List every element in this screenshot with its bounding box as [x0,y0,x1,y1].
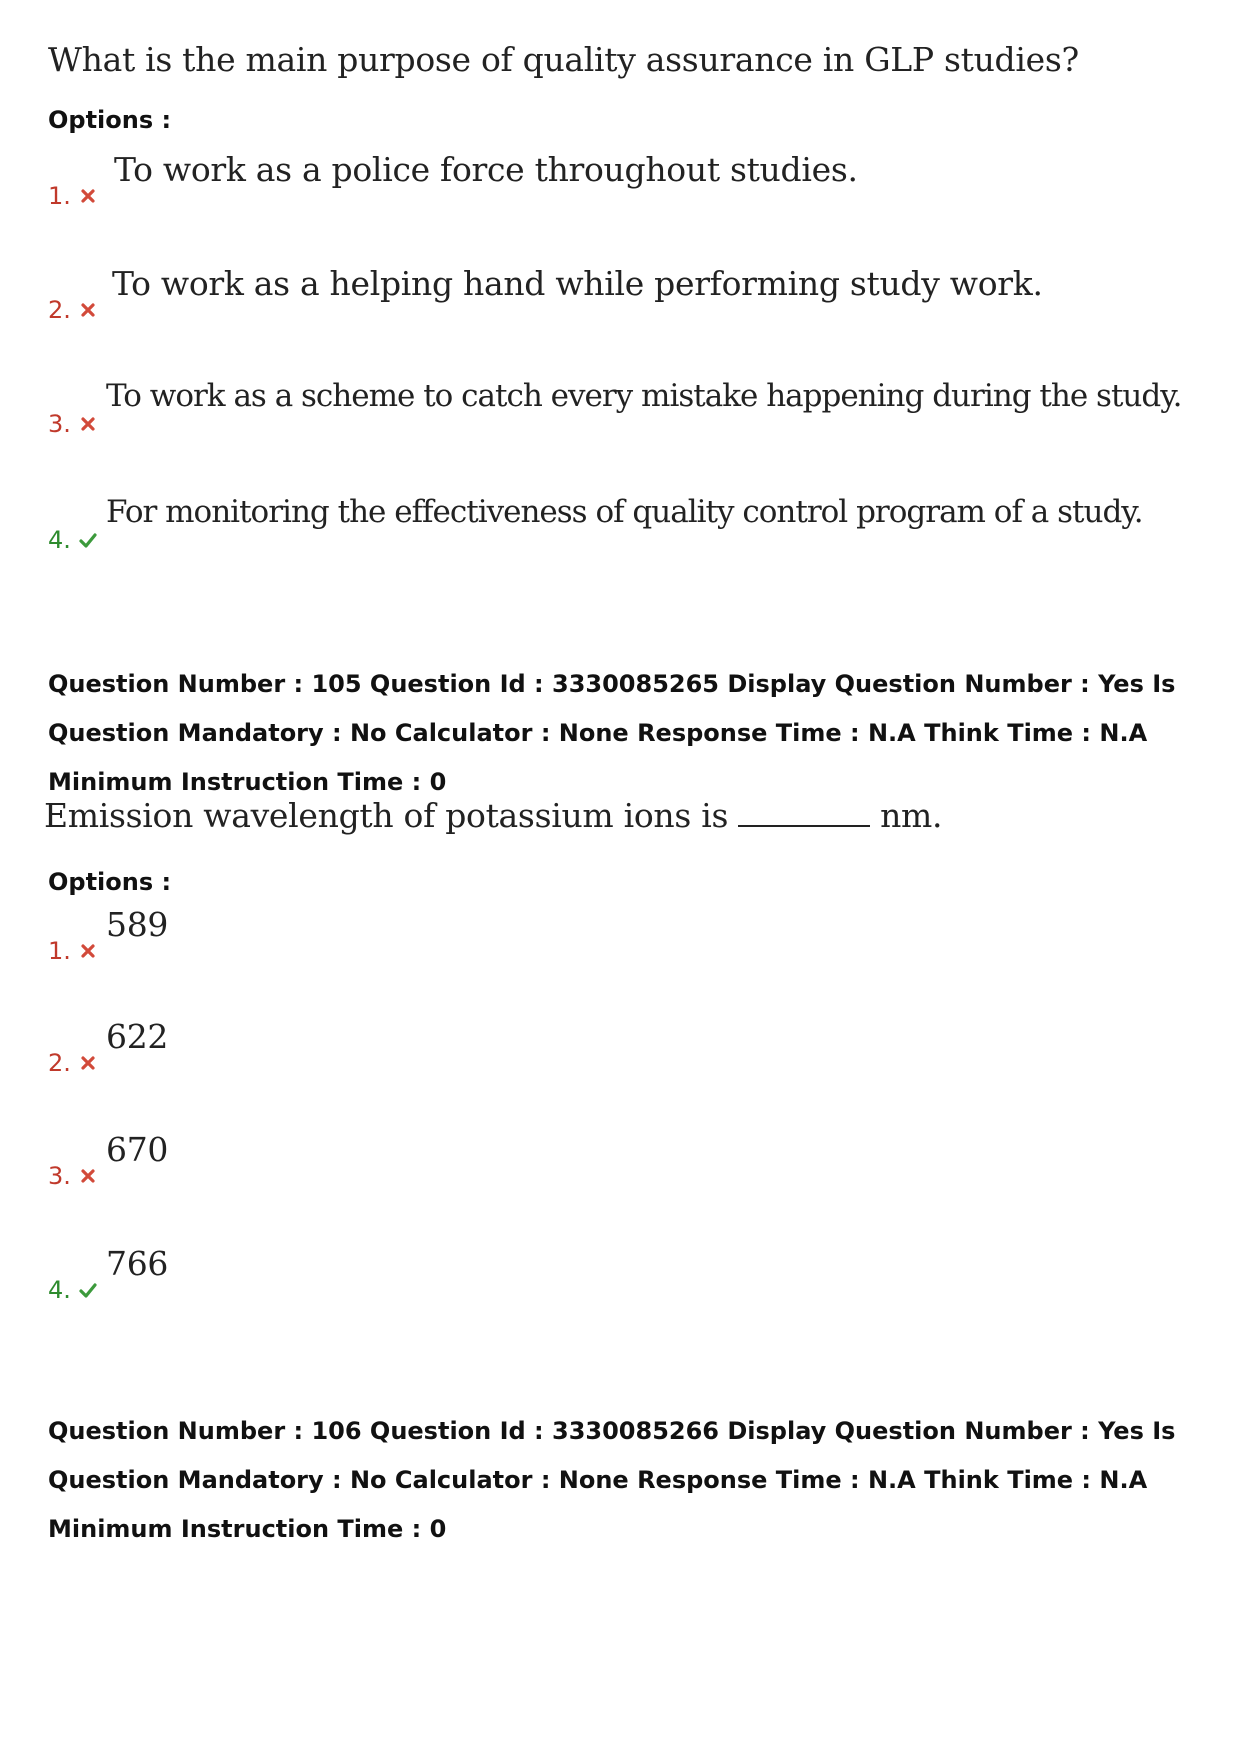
option-number: 2. [48,1049,71,1077]
option-number: 2. [48,296,71,324]
option-item [48,378,1182,438]
option-text: To work as a police force throughout studies. [114,150,858,189]
option-number: 3. [48,1162,71,1190]
question-meta: Question Number : 105 Question Id : 3330085265 Display Question Number : Yes Is Question Mandatory : No Calculator : None Response Time : N.A Think Time : N.A Minimum Instruction Time : 0 [48,670,1176,796]
wrong-cross-icon [78,300,98,320]
question-text-after: nm. [880,796,943,835]
option-item [48,494,1143,554]
option-item [48,150,1048,210]
correct-check-icon [78,1280,98,1300]
wrong-cross-icon [78,1166,98,1186]
question-text [44,796,942,835]
options-label: Options : [48,868,172,896]
option-item [48,264,1048,324]
option-number: 1. [48,182,71,210]
wrong-cross-icon [78,414,98,434]
option-text: 766 [106,1244,169,1283]
options-label: Options : [48,106,172,134]
option-text: To work as a helping hand while performing study work. [112,264,1043,303]
option-item [48,1244,348,1304]
wrong-cross-icon [78,186,98,206]
option-number: 4. [48,526,71,554]
option-text: To work as a scheme to catch every mistake happening during the study. [106,378,1182,414]
option-text: 670 [106,1130,169,1169]
question-text: What is the main purpose of quality assurance in GLP studies? [48,40,1079,79]
option-number: 1. [48,937,71,965]
wrong-cross-icon [78,1053,98,1073]
option-number: 3. [48,410,71,438]
answer-blank [738,824,870,827]
question-text-before: Emission wavelength of potassium ions is [44,796,729,835]
option-text: 589 [106,905,169,944]
option-number: 4. [48,1276,71,1304]
option-item [48,1017,348,1077]
correct-check-icon [78,530,98,550]
question-meta: Question Number : 106 Question Id : 3330085266 Display Question Number : Yes Is Question Mandatory : No Calculator : None Response Time : N.A Think Time : N.A Minimum Instruction Time : 0 [48,1417,1176,1543]
option-text: For monitoring the effectiveness of quality control program of a study. [106,494,1143,530]
option-item [48,1130,348,1190]
wrong-cross-icon [78,941,98,961]
option-item [48,905,348,965]
option-text: 622 [106,1017,169,1056]
